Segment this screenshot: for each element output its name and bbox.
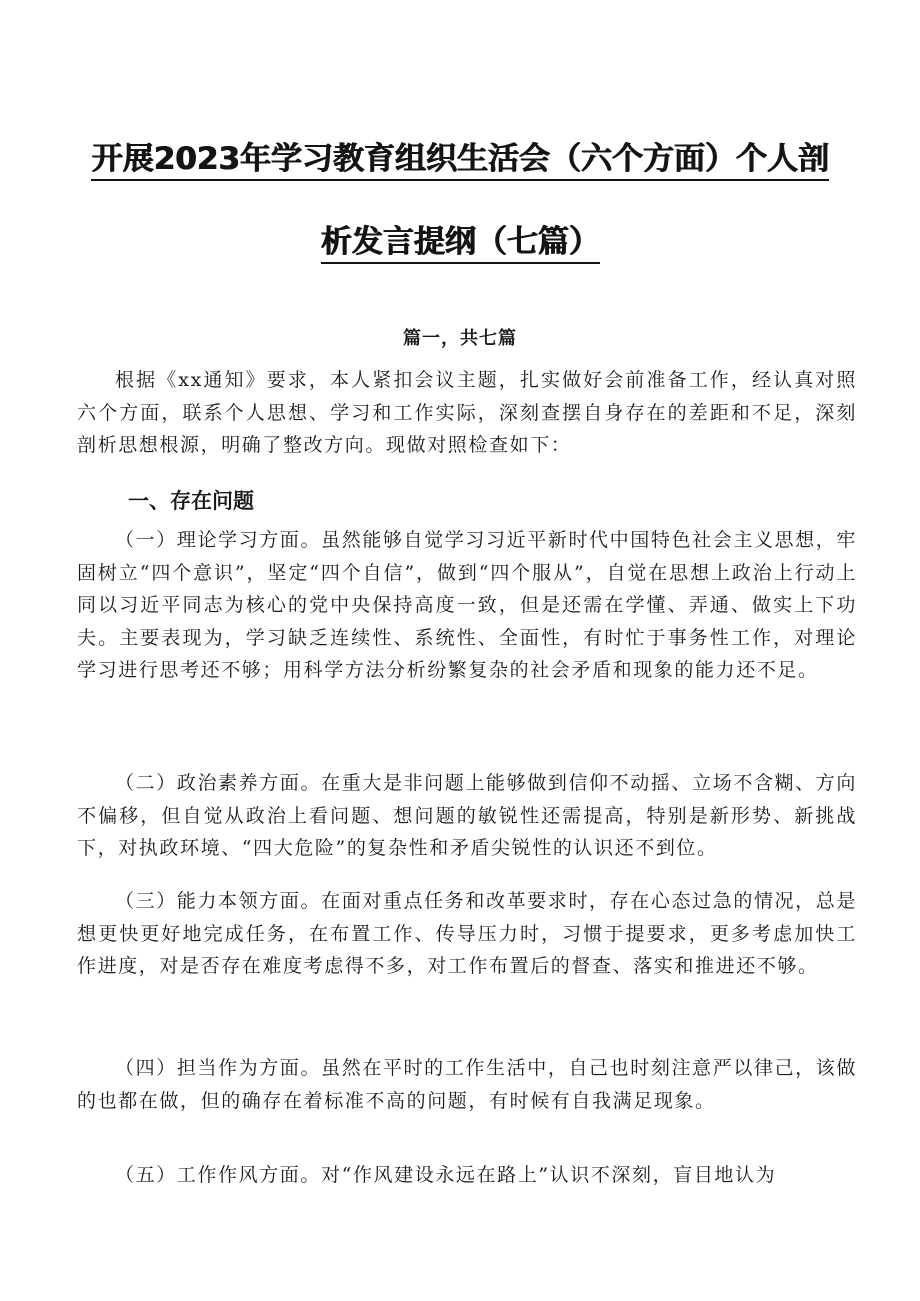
paragraph-ability: （三）能力本领方面。在面对重点任务和改革要求时，存在心态过急的情况，总是想更快更好地完成任务，在布置工作、传导压力时，习惯于提要求，更多考虑加快工作进度，对是否存在难度考虑得不多，对工作布置后的督查、落实和推进还不够。: [77, 890, 857, 977]
paragraph-responsibility: （四）担当作为方面。虽然在平时的工作生活中，自己也时刻注意严以律己，该做的也都在做，但的确存在着标准不高的问题，有时候有自我满足现象。: [77, 1057, 857, 1112]
paragraph-theory-study: （一）理论学习方面。虽然能够自觉学习习近平新时代中国特色社会主义思想，牢固树立“四个意识”，坚定“四个自信”，做到“四个服从”，自觉在思想上政治上行动上同以习近平同志为核心的党中央保持高度一致，但是还需在学懂、弄通、做实上下功夫。主要表现为，学习缺乏连续性、系统性、全面性，有时忙于事务性工作，对理论学习进行思考还不够；用科学方法分析纷繁复杂的社会矛盾和现象的能力还不足。: [77, 529, 857, 681]
section-heading: 一、存在问题: [128, 489, 254, 513]
document-title-line-1: 开展2023年学习教育组织生活会（六个方面）个人剖: [0, 139, 920, 179]
document-subtitle: 篇一，共七篇: [403, 328, 517, 349]
document-title-line-2: 析发言提纲（七篇）: [0, 222, 920, 262]
intro-paragraph: 根据《xx通知》要求，本人紧扣会议主题，扎实做好会前准备工作，经认真对照六个方面，联系个人思想、学习和工作实际，深刻查摆自身存在的差距和不足，深刻剖析思想根源，明确了整改方向。现做对照检查如下：: [77, 369, 857, 456]
paragraph-political-quality: （二）政治素养方面。在重大是非问题上能够做到信仰不动摇、立场不含糊、方向不偏移，但自觉从政治上看问题、想问题的敏锐性还需提高，特别是新形势、新挑战下，对执政环境、“四大危险”的复杂性和矛盾尖锐性的认识还不到位。: [77, 772, 857, 859]
paragraph-work-style: （五）工作作风方面。对“作风建设永远在路上”认识不深刻，盲目地认为: [115, 1164, 777, 1186]
